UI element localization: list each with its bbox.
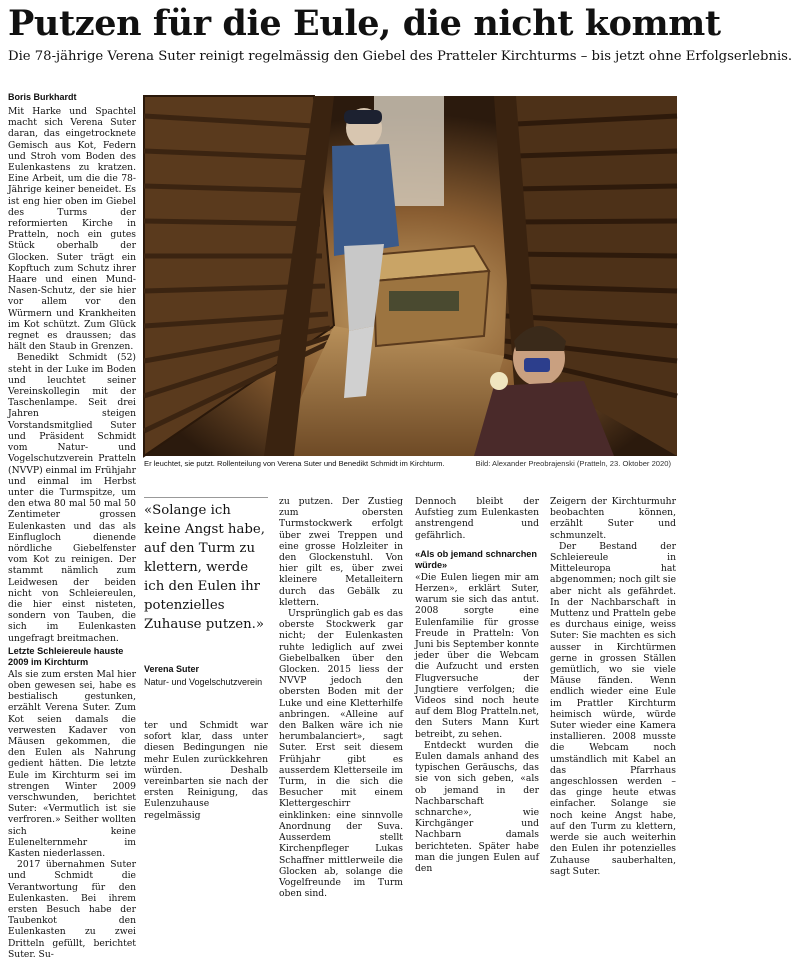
paragraph: Der Bestand der Schleiereule in Mitteleuropa hat abgenommen; noch gilt sie aber nicht als gefährdet. In der Nachbarschaft in Muttenz und Pratteln gebe es durchaus einige, weiss Suter: Sie machten es sich ausser in Kirchtürmen gerne in grossen Ställen gemütlich, wo sie viele Mäuse fänden. Wenn endlich wieder eine Eule im Prattler Kirchturm heimisch würde, würde Suter wieder eine Kamera installieren. 2008 musste die Webcam noch umständlich mit Kabel an das Pfarrhaus angeschlossen werden – das ginge heute etwas einfacher. Solange sie noch keine Angst habe, auf den Turm zu klettern, werde sie auch weiterhin den Eulen ihr potenzielles Zuhause sauberhalten, sagt Suter. — [550, 540, 676, 877]
paragraph: Dennoch bleibt der Aufstieg zum Eulenkasten anstrengend und gefährlich. — [415, 496, 539, 541]
subheadline: Die 78-jährige Verena Suter reinigt regelmässig den Giebel des Pratteler Kirchturms – bis jetzt ohne Erfolgserlebnis. — [8, 49, 792, 64]
paragraph: 2017 übernahmen Suter und Schmidt die Verantwortung für den Eulenkasten. Bei ihrem ersten Besuch habe der Taubenkot den Eulenkasten zu zwei Dritteln gefüllt, berichtet Suter. Su- — [8, 859, 136, 960]
paragraph: ter und Schmidt war sofort klar, dass unter diesen Bedingungen nie mehr Eulen zurückkehren würden. Deshalb vereinbarten sie nach der ersten Reinigung, das Eulenzuhause regelmässig — [144, 720, 268, 821]
headline: Putzen für die Eule, die nicht kommt — [8, 3, 721, 44]
paragraph: Mit Harke und Spachtel macht sich Verena Suter daran, das eingetrocknete Gemisch aus Kot, Federn und Stroh vom Boden des Eulenkastens zu kratzen. Eine Arbeit, um die die 78-Jährige keiner beneidet. Es ist eng hier oben im Giebel des Turms der reformierten Kirche in Pratteln, noch ein gutes Stück oberhalb der Glocken. Suter trägt ein Kopftuch zum Schutz ihrer Haare und einen Mund-Nasen-Schutz, der sie hier vor allem vor den Würmern und Krankheiten im Kot schützt. Zum Glück regnet es draussen; das hält den Staub in Grenzen. — [8, 106, 136, 353]
paragraph: «Die Eulen liegen mir am Herzen», erklärt Suter, warum sie sich das antut. 2008 sorgte eine Eulenfamilie für grosse Freude in Pratteln: Von Juni bis September konnte jeder über die Webcam die Aufzucht und ersten Flugversuche der Jungtiere verfolgen; die Videos sind noch heute auf dem Blog Pratteln.net, den Suters Mann Kurt betreibt, zu sehen. — [415, 571, 539, 740]
quote-author-role: Natur- und Vogelschutzverein — [144, 677, 263, 687]
caption-text: Er leuchtet, sie putzt. Rollenteilung von Verena Suter und Benedikt Schmidt im Kirchturm. — [144, 459, 445, 468]
article-column-1 — [8, 106, 136, 960]
paragraph: Ursprünglich gab es das oberste Stockwerk gar nicht; der Eulenkasten ruhte lediglich auf zwei Giebelbalken über den Glocken. 2015 liess der NVVP jedoch den obersten Boden mit der Luke und eine Kletterhilfe anbringen. «Alleine auf den Balken wäre ich nie herumbalanciert», sagt Suter. Erst seit diesem Frühjahr gibt es ausserdem Kletterseile im Turm, in die sich die Besucher mit einem Klettergeschirr einklinken: eine sinnvolle Anordnung der Suva. Ausserdem stellt Kirchenpfleger Lukas Schaffner mittlerweile die Glocken ab, solange die Vogelfreunde im Turm oben sind. — [279, 608, 403, 900]
paragraph: zu putzen. Der Zustieg zum obersten Turmstockwerk erfolgt über zwei Treppen und eine grosse Holzleiter in den Glockenstuhl. Von hier gilt es, über zwei kleinere Metalleitern durch das Gebälk zu klettern. — [279, 496, 403, 608]
paragraph: Benedikt Schmidt (52) steht in der Luke im Boden und leuchtet seiner Vereinskollegin mit der Taschenlampe. Seit drei Jahren steigen Vorstandsmitglied Suter und Präsident Schmidt vom Natur- und Vogelschutzverein Pratteln (NVVP) einmal im Frühjahr und einmal im Herbst unter die Turmspitze, um den etwa 80 mal 50 mal 50 Zentimeter grossen Eulenkasten und das als Einflugloch dienende nördliche Giebelfenster vom Kot zu reinigen. Der stammt nämlich zum Leidwesen der beiden nicht von Schleiereulen, die hier einst nisteten, sondern von Tauben, die sich im Eulenkasten ungefragt breitmachen. — [8, 352, 136, 644]
article-photo — [144, 96, 677, 456]
pull-quote: «Solange ich keine Angst habe, auf den Turm zu klettern, werde ich den Eulen ihr potenzielles Zuhause putzen.» — [144, 503, 266, 632]
quote-author: Verena Suter — [144, 664, 200, 674]
paragraph: Entdeckt wurden die Eulen damals anhand des typischen Geräuschs, das sie von sich geben, «als ob jemand in der Nachbarschaft schnarche», wie Kirchgänger und Nachbarn damals berichteten. Später habe man die jungen Eulen auf den — [415, 739, 539, 875]
article-column-2 — [144, 720, 268, 821]
byline: Boris Burkhardt — [8, 92, 77, 102]
subheading: «Als ob jemand schnarchen würde» — [415, 548, 538, 570]
article-column-3 — [279, 496, 403, 899]
subheading: Letzte Schleiereule hauste 2009 im Kirchturm — [8, 645, 124, 667]
article-column-5 — [550, 496, 676, 877]
paragraph: Zeigern der Kirchturmuhr beobachten können, erzählt Suter und schmunzelt. — [550, 496, 676, 541]
photo-caption — [144, 458, 677, 470]
quote-divider — [144, 497, 268, 498]
church-tower-interior-photo — [144, 96, 677, 456]
paragraph: Als sie zum ersten Mal hier oben gewesen sei, habe es bestialisch gestunken, erzählt Verena Suter. Zum Kot seien damals die verwesten Kadaver von Mäusen gekommen, die den Eulen als Nahrung gedient hätten. Die letzte Eule im Kirchturm sei im strengen Winter 2009 verschwunden, berichtet Suter: «Vermutlich ist sie verfroren.» Seither wollten sich keine Eulenelternmehr im Kasten niederlassen. — [8, 668, 136, 859]
article-column-4 — [415, 496, 539, 874]
photo-credit: Bild: Alexander Preobrajenski (Pratteln, 23. Oktober 2020) — [475, 459, 671, 468]
